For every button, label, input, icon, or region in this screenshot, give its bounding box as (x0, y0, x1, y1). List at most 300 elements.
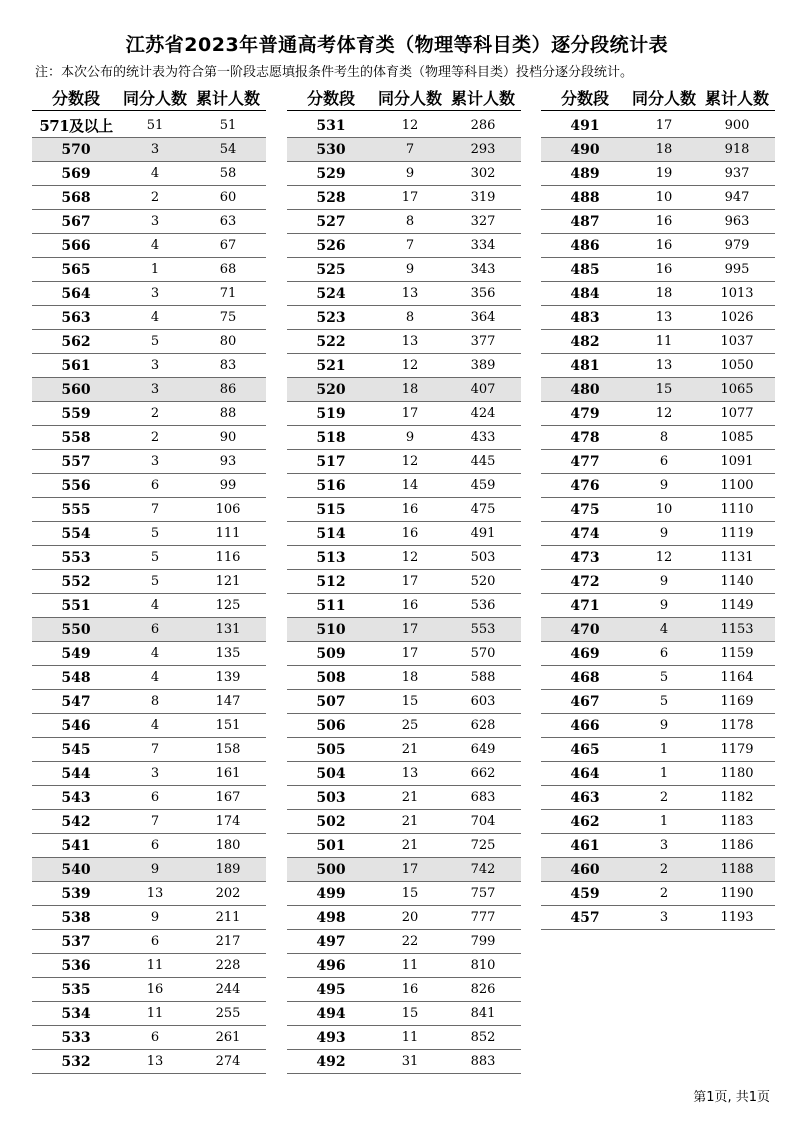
table-row (32, 738, 266, 762)
table-row (287, 810, 521, 834)
score-cell: 539 (61, 885, 91, 902)
cumulative-cell: 553 (470, 622, 496, 637)
table-row (287, 402, 521, 426)
same-count-cell: 17 (401, 862, 419, 877)
table-row (287, 618, 521, 642)
score-cell: 546 (61, 717, 91, 734)
cumulative-cell: 189 (215, 862, 241, 877)
table-row (287, 1026, 521, 1050)
table-row (32, 1002, 266, 1026)
cumulative-cell: 111 (215, 526, 241, 541)
table-row (541, 522, 775, 546)
same-count-cell: 8 (150, 694, 160, 709)
table-row (32, 138, 266, 162)
table-rows (541, 114, 775, 930)
cumulative-cell: 725 (470, 838, 496, 853)
same-count-cell: 12 (401, 550, 419, 565)
table-row (287, 258, 521, 282)
score-cell: 561 (61, 357, 91, 374)
cumulative-cell: 852 (470, 1030, 496, 1045)
table-row (541, 306, 775, 330)
score-cell: 531 (316, 117, 346, 134)
same-count-cell: 13 (401, 286, 419, 301)
same-count-cell: 5 (150, 526, 160, 541)
header-same-count: 同分人数 (631, 88, 696, 108)
score-cell: 476 (570, 477, 600, 494)
cumulative-cell: 1178 (720, 718, 754, 733)
table-row (541, 210, 775, 234)
cumulative-cell: 356 (470, 286, 496, 301)
score-cell: 564 (61, 285, 91, 302)
cumulative-cell: 86 (219, 382, 237, 397)
cumulative-cell: 445 (470, 454, 496, 469)
same-count-cell: 9 (659, 526, 669, 541)
score-cell: 510 (316, 621, 346, 638)
table-row (541, 426, 775, 450)
score-cell: 460 (570, 861, 600, 878)
score-cell: 503 (316, 789, 346, 806)
table-row (287, 786, 521, 810)
table-row (287, 450, 521, 474)
table-row (541, 594, 775, 618)
score-cell: 468 (570, 669, 600, 686)
cumulative-cell: 88 (219, 406, 237, 421)
same-count-cell: 9 (150, 862, 160, 877)
score-cell: 534 (61, 1005, 91, 1022)
table-row (32, 834, 266, 858)
score-cell: 470 (570, 621, 600, 638)
score-cell: 461 (570, 837, 600, 854)
same-count-cell: 9 (150, 910, 160, 925)
cumulative-cell: 116 (215, 550, 241, 565)
same-count-cell: 16 (401, 982, 419, 997)
same-count-cell: 16 (401, 598, 419, 613)
score-cell: 457 (570, 909, 600, 926)
score-cell: 549 (61, 645, 91, 662)
same-count-cell: 9 (659, 718, 669, 733)
table-row (541, 834, 775, 858)
table-column-1 (32, 84, 266, 1074)
same-count-cell: 18 (655, 286, 673, 301)
same-count-cell: 4 (150, 166, 160, 181)
same-count-cell: 17 (401, 406, 419, 421)
table-row (287, 354, 521, 378)
score-cell: 567 (61, 213, 91, 230)
header-cumulative: 累计人数 (450, 88, 515, 108)
cumulative-cell: 1013 (720, 286, 754, 301)
cumulative-cell: 491 (470, 526, 496, 541)
score-cell: 474 (570, 525, 600, 542)
score-cell: 513 (316, 549, 346, 566)
cumulative-cell: 244 (215, 982, 241, 997)
same-count-cell: 18 (655, 142, 673, 157)
score-cell: 505 (316, 741, 346, 758)
cumulative-cell: 274 (215, 1054, 241, 1069)
score-cell: 563 (61, 309, 91, 326)
cumulative-cell: 75 (219, 310, 237, 325)
cumulative-cell: 180 (215, 838, 241, 853)
table-row (287, 210, 521, 234)
same-count-cell: 19 (655, 166, 673, 181)
table-row (32, 354, 266, 378)
score-cell: 511 (316, 597, 346, 614)
score-cell: 516 (316, 477, 346, 494)
score-cell: 479 (570, 405, 600, 422)
cumulative-cell: 1077 (720, 406, 754, 421)
score-cell: 507 (316, 693, 346, 710)
table-row (541, 282, 775, 306)
same-count-cell: 5 (659, 670, 669, 685)
table-row (287, 138, 521, 162)
score-cell: 489 (570, 165, 600, 182)
same-count-cell: 17 (401, 574, 419, 589)
score-cell: 524 (316, 285, 346, 302)
header-cumulative: 累计人数 (195, 88, 260, 108)
cumulative-cell: 662 (470, 766, 496, 781)
same-count-cell: 31 (401, 1054, 419, 1069)
same-count-cell: 9 (659, 574, 669, 589)
table-row (287, 330, 521, 354)
table-row (541, 786, 775, 810)
score-cell: 527 (316, 213, 346, 230)
score-cell: 518 (316, 429, 346, 446)
table-row (32, 714, 266, 738)
cumulative-cell: 1169 (720, 694, 754, 709)
score-cell: 569 (61, 165, 91, 182)
score-cell: 559 (61, 405, 91, 422)
table-row (32, 762, 266, 786)
cumulative-cell: 67 (219, 238, 237, 253)
cumulative-cell: 1193 (720, 910, 754, 925)
table-row (287, 978, 521, 1002)
score-cell: 543 (61, 789, 91, 806)
table-row (541, 762, 775, 786)
score-cell: 566 (61, 237, 91, 254)
score-cell: 542 (61, 813, 91, 830)
score-cell: 485 (570, 261, 600, 278)
same-count-cell: 15 (401, 694, 419, 709)
cumulative-cell: 319 (470, 190, 496, 205)
same-count-cell: 13 (655, 310, 673, 325)
same-count-cell: 11 (146, 1006, 164, 1021)
same-count-cell: 4 (659, 622, 669, 637)
same-count-cell: 9 (659, 598, 669, 613)
same-count-cell: 1 (659, 742, 669, 757)
score-cell: 533 (61, 1029, 91, 1046)
cumulative-cell: 60 (219, 190, 237, 205)
table-row (287, 114, 521, 138)
same-count-cell: 18 (401, 382, 419, 397)
same-count-cell: 4 (150, 670, 160, 685)
cumulative-cell: 963 (724, 214, 750, 229)
table-row (287, 522, 521, 546)
table-row (32, 690, 266, 714)
cumulative-cell: 261 (215, 1030, 241, 1045)
cumulative-cell: 588 (470, 670, 496, 685)
cumulative-cell: 121 (215, 574, 241, 589)
same-count-cell: 13 (401, 334, 419, 349)
header-same-count: 同分人数 (377, 88, 442, 108)
header-score: 分数段 (306, 88, 355, 108)
cumulative-cell: 520 (470, 574, 496, 589)
table-row (287, 306, 521, 330)
score-cell: 508 (316, 669, 346, 686)
same-count-cell: 1 (150, 262, 160, 277)
score-cell: 558 (61, 429, 91, 446)
score-cell: 501 (316, 837, 346, 854)
score-cell: 522 (316, 333, 346, 350)
cumulative-cell: 68 (219, 262, 237, 277)
same-count-cell: 3 (150, 142, 160, 157)
cumulative-cell: 683 (470, 790, 496, 805)
cumulative-cell: 364 (470, 310, 496, 325)
cumulative-cell: 900 (724, 118, 750, 133)
same-count-cell: 21 (401, 838, 419, 853)
score-cell: 477 (570, 453, 600, 470)
table-row (541, 138, 775, 162)
cumulative-cell: 343 (470, 262, 496, 277)
cumulative-cell: 628 (470, 718, 496, 733)
cumulative-cell: 151 (215, 718, 241, 733)
cumulative-cell: 106 (215, 502, 241, 517)
score-cell: 523 (316, 309, 346, 326)
table-row (32, 306, 266, 330)
table-row (32, 810, 266, 834)
table-row (287, 762, 521, 786)
table-note: 注：本次公布的统计表为符合第一阶段志愿填报条件考生的体育类（物理等科目类）投档分逐分段统计。 (35, 65, 634, 80)
cumulative-cell: 131 (215, 622, 241, 637)
table-header (541, 84, 775, 111)
score-cell: 565 (61, 261, 91, 278)
score-cell: 526 (316, 237, 346, 254)
cumulative-cell: 93 (219, 454, 237, 469)
table-row (32, 1026, 266, 1050)
cumulative-cell: 302 (470, 166, 496, 181)
table-row (541, 114, 775, 138)
score-cell: 473 (570, 549, 600, 566)
score-cell: 560 (61, 381, 91, 398)
cumulative-cell: 389 (470, 358, 496, 373)
same-count-cell: 2 (150, 190, 160, 205)
same-count-cell: 2 (150, 406, 160, 421)
score-cell: 492 (316, 1053, 346, 1070)
cumulative-cell: 1100 (720, 478, 754, 493)
same-count-cell: 11 (401, 1030, 419, 1045)
table-row (32, 546, 266, 570)
cumulative-cell: 217 (215, 934, 241, 949)
score-cell: 570 (61, 141, 91, 158)
table-row (541, 378, 775, 402)
table-row (32, 114, 266, 138)
score-cell: 512 (316, 573, 346, 590)
score-cell: 504 (316, 765, 346, 782)
cumulative-cell: 841 (470, 1006, 496, 1021)
score-cell: 554 (61, 525, 91, 542)
score-cell: 499 (316, 885, 346, 902)
cumulative-cell: 918 (724, 142, 750, 157)
cumulative-cell: 228 (215, 958, 241, 973)
same-count-cell: 1 (659, 766, 669, 781)
score-cell: 514 (316, 525, 346, 542)
cumulative-cell: 158 (215, 742, 241, 757)
same-count-cell: 21 (401, 790, 419, 805)
cumulative-cell: 293 (470, 142, 496, 157)
table-row (287, 474, 521, 498)
score-cell: 544 (61, 765, 91, 782)
cumulative-cell: 99 (219, 478, 237, 493)
cumulative-cell: 459 (470, 478, 496, 493)
same-count-cell: 20 (401, 910, 419, 925)
cumulative-cell: 1186 (720, 838, 754, 853)
cumulative-cell: 1179 (720, 742, 754, 757)
table-row (541, 738, 775, 762)
same-count-cell: 4 (150, 598, 160, 613)
same-count-cell: 11 (655, 334, 673, 349)
table-row (32, 882, 266, 906)
cumulative-cell: 475 (470, 502, 496, 517)
same-count-cell: 2 (150, 430, 160, 445)
score-cell: 545 (61, 741, 91, 758)
same-count-cell: 13 (655, 358, 673, 373)
table-row (541, 234, 775, 258)
same-count-cell: 7 (150, 742, 160, 757)
cumulative-cell: 979 (724, 238, 750, 253)
cumulative-cell: 1149 (720, 598, 754, 613)
score-cell: 466 (570, 717, 600, 734)
same-count-cell: 13 (401, 766, 419, 781)
table-row (541, 330, 775, 354)
cumulative-cell: 1164 (720, 670, 754, 685)
score-cell: 557 (61, 453, 91, 470)
table-row (32, 570, 266, 594)
table-row (287, 738, 521, 762)
cumulative-cell: 536 (470, 598, 496, 613)
table-row (287, 594, 521, 618)
same-count-cell: 9 (659, 478, 669, 493)
same-count-cell: 5 (659, 694, 669, 709)
cumulative-cell: 83 (219, 358, 237, 373)
cumulative-cell: 1180 (720, 766, 754, 781)
same-count-cell: 12 (401, 118, 419, 133)
table-column-3 (541, 84, 775, 930)
same-count-cell: 25 (401, 718, 419, 733)
same-count-cell: 16 (655, 238, 673, 253)
table-row (287, 666, 521, 690)
cumulative-cell: 202 (215, 886, 241, 901)
score-cell: 494 (316, 1005, 346, 1022)
score-cell: 465 (570, 741, 600, 758)
cumulative-cell: 570 (470, 646, 496, 661)
same-count-cell: 14 (401, 478, 419, 493)
table-row (541, 810, 775, 834)
cumulative-cell: 947 (724, 190, 750, 205)
table-row (287, 858, 521, 882)
score-cell: 532 (61, 1053, 91, 1070)
score-cell: 490 (570, 141, 600, 158)
table-row (32, 402, 266, 426)
table-row (287, 690, 521, 714)
table-row (32, 450, 266, 474)
same-count-cell: 12 (655, 406, 673, 421)
score-cell: 509 (316, 645, 346, 662)
same-count-cell: 15 (401, 1006, 419, 1021)
same-count-cell: 3 (150, 766, 160, 781)
table-row (32, 378, 266, 402)
score-cell: 464 (570, 765, 600, 782)
cumulative-cell: 799 (470, 934, 496, 949)
score-cell: 536 (61, 957, 91, 974)
cumulative-cell: 327 (470, 214, 496, 229)
score-cell: 498 (316, 909, 346, 926)
cumulative-cell: 826 (470, 982, 496, 997)
same-count-cell: 6 (150, 790, 160, 805)
same-count-cell: 3 (150, 382, 160, 397)
same-count-cell: 13 (146, 1054, 164, 1069)
score-cell: 517 (316, 453, 346, 470)
table-row (541, 258, 775, 282)
table-row (541, 690, 775, 714)
same-count-cell: 4 (150, 238, 160, 253)
score-cell: 552 (61, 573, 91, 590)
same-count-cell: 6 (150, 934, 160, 949)
score-cell: 480 (570, 381, 600, 398)
cumulative-cell: 407 (470, 382, 496, 397)
cumulative-cell: 1153 (720, 622, 754, 637)
cumulative-cell: 125 (215, 598, 241, 613)
table-row (32, 186, 266, 210)
table-row (32, 234, 266, 258)
same-count-cell: 8 (405, 214, 415, 229)
same-count-cell: 12 (401, 454, 419, 469)
score-cell: 541 (61, 837, 91, 854)
same-count-cell: 17 (401, 190, 419, 205)
table-row (541, 498, 775, 522)
score-cell: 553 (61, 549, 91, 566)
table-row (541, 474, 775, 498)
table-row (541, 354, 775, 378)
same-count-cell: 7 (150, 502, 160, 517)
same-count-cell: 17 (655, 118, 673, 133)
same-count-cell: 1 (659, 814, 669, 829)
score-cell: 528 (316, 189, 346, 206)
cumulative-cell: 139 (215, 670, 241, 685)
table-row (32, 954, 266, 978)
same-count-cell: 15 (401, 886, 419, 901)
cumulative-cell: 167 (215, 790, 241, 805)
score-cell: 471 (570, 597, 600, 614)
table-row (541, 570, 775, 594)
table-row (287, 714, 521, 738)
header-score: 分数段 (51, 88, 100, 108)
table-row (32, 666, 266, 690)
header-score: 分数段 (560, 88, 609, 108)
score-cell: 535 (61, 981, 91, 998)
same-count-cell: 4 (150, 310, 160, 325)
table-header (287, 84, 521, 111)
table-row (541, 402, 775, 426)
table-row (287, 834, 521, 858)
cumulative-cell: 63 (219, 214, 237, 229)
table-row (287, 906, 521, 930)
score-cell: 562 (61, 333, 91, 350)
score-cell: 486 (570, 237, 600, 254)
same-count-cell: 11 (146, 958, 164, 973)
same-count-cell: 16 (401, 502, 419, 517)
table-row (32, 426, 266, 450)
table-row (541, 882, 775, 906)
score-cell: 519 (316, 405, 346, 422)
page-title: 江苏省2023年普通高考体育类（物理等科目类）逐分段统计表 (125, 34, 669, 56)
